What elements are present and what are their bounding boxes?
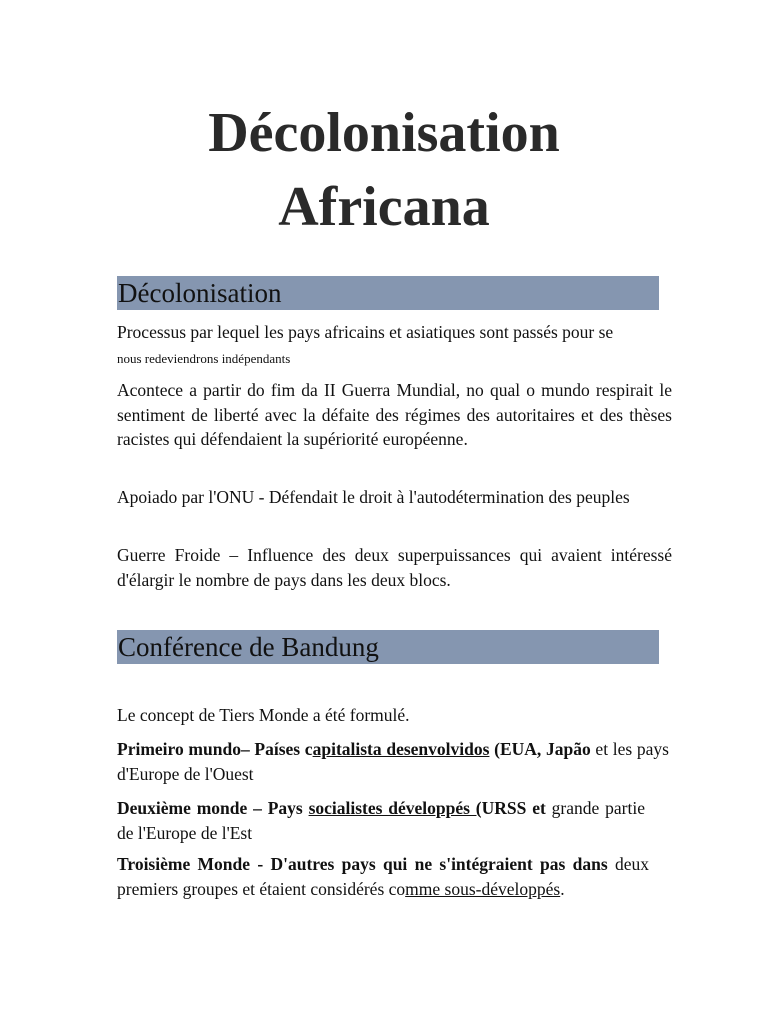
- paragraph-onu: Apoiado par l'ONU - Défendait le droit à l'autodétermination des peuples: [117, 487, 630, 507]
- primeiro-bold-a: Primeiro mundo– Países c: [117, 739, 313, 759]
- troisieme-underlined: mme sous-développés: [405, 878, 561, 899]
- definition-continuation: nous redeviendrons indépendants: [117, 350, 291, 366]
- section-heading-bandung: Conférence de Bandung: [117, 630, 659, 664]
- paragraph-guerre-froide: Guerre Froide – Influence des deux superpuissances qui avaient intéressé d'élargir le nombre de pays dans les deux blocs.: [117, 545, 672, 590]
- title-line-1: Décolonisation: [208, 102, 560, 164]
- paragraph-definition: [117, 320, 672, 371]
- paragraph-tiers-monde: Le concept de Tiers Monde a été formulé.: [117, 705, 410, 725]
- troisieme-rest-a: deux premiers groupes et étaient considérés co: [117, 854, 649, 899]
- deuxieme-bold-b: URSS et: [481, 798, 546, 818]
- troisieme-rest-b: .: [560, 878, 565, 899]
- paragraph-context: Acontece a partir do fim da II Guerra Mundial, no qual o mundo respirait le sentiment de liberté avec la défaite des régimes des autoritaires et des thèses racistes qui défendaient la supériorité européenne.: [117, 380, 672, 449]
- primeiro-bold-b: (EUA, Japão: [489, 739, 591, 759]
- section-heading-decolonisation: Décolonisation: [117, 276, 659, 310]
- title-line-2: Africana: [278, 176, 490, 238]
- paragraph-troisieme-monde: [117, 852, 649, 901]
- deuxieme-rest: grande partie de l'Europe de l'Est: [117, 798, 645, 843]
- definition-text: Processus par lequel les pays africains et asiatiques sont passés pour se: [117, 322, 614, 342]
- deuxieme-bold-a: Deuxième monde – Pays: [117, 798, 309, 818]
- document-title: [0, 96, 768, 244]
- primeiro-rest: et les pays d'Europe de l'Ouest: [117, 739, 669, 784]
- paragraph-primeiro-mundo: [117, 737, 669, 786]
- paragraph-deuxieme-monde: [117, 796, 645, 845]
- deuxieme-bold-underlined: socialistes développés (: [308, 798, 482, 818]
- primeiro-bold-underlined: apitalista desenvolvidos: [312, 739, 490, 759]
- troisieme-bold: Troisième Monde - D'autres pays qui ne s'intégraient pas dans: [117, 854, 608, 874]
